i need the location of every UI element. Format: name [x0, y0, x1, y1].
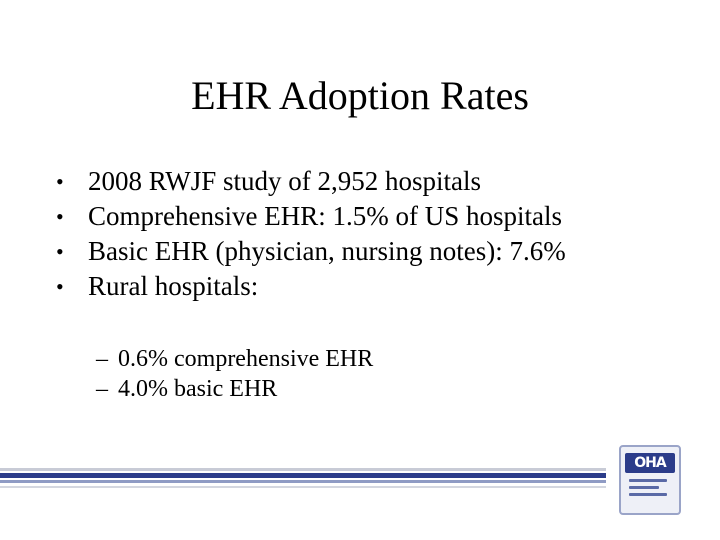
- bullet-marker: •: [56, 169, 64, 194]
- sub-bullet-item: [96, 374, 373, 404]
- bullet-text: Comprehensive EHR: 1.5% of US hospitals: [88, 201, 562, 231]
- sub-bullet-text: 4.0% basic EHR: [118, 376, 278, 402]
- bullet-marker: •: [56, 274, 64, 299]
- footer-stripe: [0, 473, 606, 478]
- bullet-text: Basic EHR (physician, nursing notes): 7.6%: [88, 236, 566, 266]
- footer-stripes: [0, 468, 606, 498]
- bullet-list: [56, 164, 692, 304]
- footer-stripe: [0, 486, 606, 488]
- bullet-item: [56, 164, 692, 199]
- logo-wordmark-icon: [629, 479, 673, 500]
- logo-mark: OHA: [634, 455, 666, 471]
- bullet-item: [56, 199, 692, 234]
- bullet-marker: •: [56, 239, 64, 264]
- bullet-item: [56, 269, 692, 304]
- sub-bullet-text: 0.6% comprehensive EHR: [118, 346, 374, 372]
- slide-title: EHR Adoption Rates: [191, 73, 529, 118]
- footer-stripe: [0, 468, 606, 471]
- footer-stripe: [0, 480, 606, 483]
- bullet-marker: •: [56, 204, 64, 229]
- sub-bullet-marker: –: [96, 346, 108, 372]
- bullet-text: Rural hospitals:: [88, 271, 259, 301]
- bullet-text: 2008 RWJF study of 2,952 hospitals: [88, 166, 482, 196]
- sub-bullet-marker: –: [96, 376, 108, 402]
- logo-band: [625, 453, 675, 473]
- oha-logo: [619, 445, 681, 515]
- sub-bullet-list: [96, 344, 373, 404]
- sub-bullet-item: [96, 344, 373, 374]
- bullet-item: [56, 234, 692, 269]
